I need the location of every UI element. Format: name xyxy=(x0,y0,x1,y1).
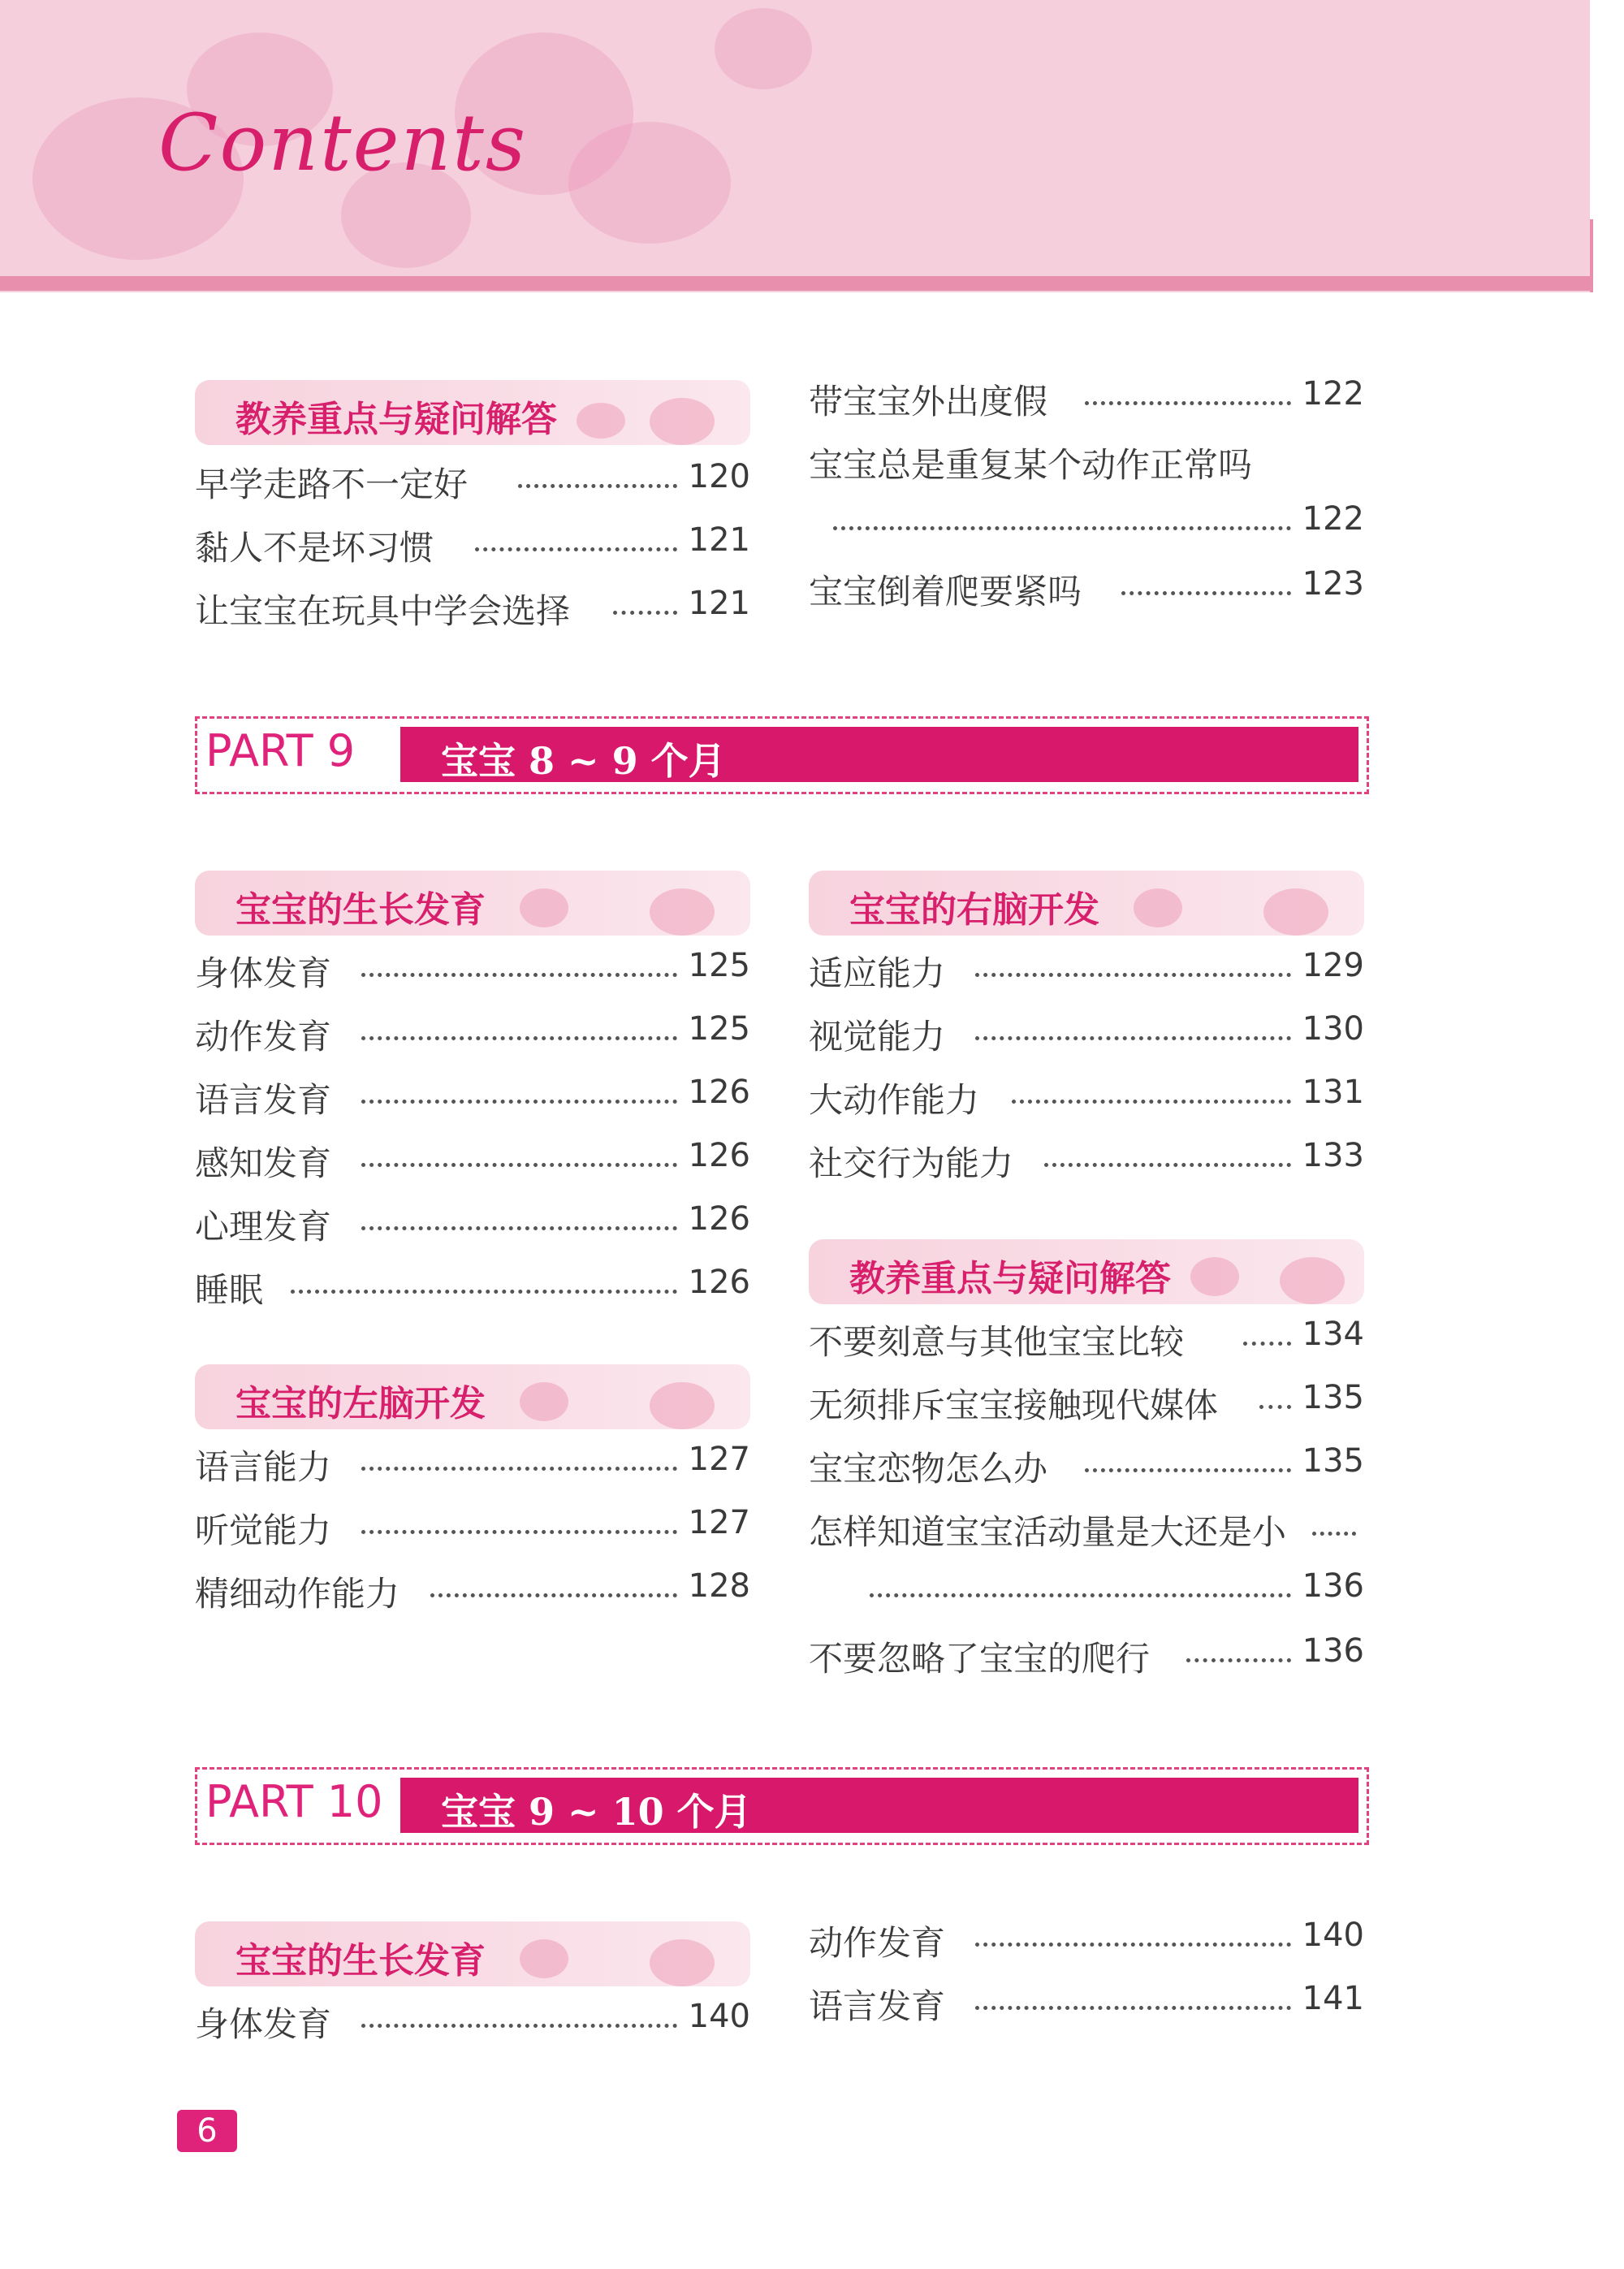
dot-leader xyxy=(1259,1405,1291,1409)
toc-entry-title: 社交行为能力 xyxy=(809,1143,1014,1183)
floral-decoration xyxy=(650,888,715,936)
section-heading-label: 教养重点与疑问解答 xyxy=(235,399,557,440)
toc-entry-page: 128 xyxy=(688,1567,750,1605)
toc-entry-page: 135 xyxy=(1302,1442,1364,1480)
toc-entry[interactable] xyxy=(195,944,750,992)
toc-entry[interactable] xyxy=(809,1913,1364,1962)
toc-entry-title: 语言发育 xyxy=(195,1080,332,1120)
section-heading xyxy=(195,380,750,445)
toc-entry-title: 大动作能力 xyxy=(809,1080,980,1120)
section-heading-label: 宝宝的左脑开发 xyxy=(235,1383,486,1424)
dot-leader xyxy=(361,1530,677,1534)
toc-entry-title: 语言发育 xyxy=(809,1986,946,2026)
section-heading xyxy=(195,1364,750,1429)
toc-entry-title: 无须排斥宝宝接触现代媒体 xyxy=(809,1385,1219,1425)
dot-leader xyxy=(361,973,677,977)
dot-leader xyxy=(291,1290,677,1294)
header-edge xyxy=(1590,219,1593,292)
header-divider xyxy=(0,276,1590,291)
dot-leader xyxy=(361,2024,677,2028)
page-number: 6 xyxy=(197,2112,218,2150)
toc-entry[interactable] xyxy=(809,1629,1364,1678)
dot-leader xyxy=(361,1100,677,1104)
dot-leader xyxy=(1012,1100,1291,1104)
toc-entry-title: 适应能力 xyxy=(809,953,946,993)
part-label: PART 9 xyxy=(205,725,356,776)
section-heading xyxy=(195,871,750,936)
toc-entry[interactable] xyxy=(809,1007,1364,1056)
toc-entry-page: 126 xyxy=(688,1074,750,1111)
section-heading xyxy=(195,1921,750,1986)
toc-entry[interactable] xyxy=(809,944,1364,992)
toc-entry-title: 宝宝倒着爬要紧吗 xyxy=(809,572,1082,612)
dot-leader xyxy=(361,1036,677,1040)
toc-entry-page: 127 xyxy=(688,1441,750,1478)
section-heading-label: 宝宝的生长发育 xyxy=(235,889,486,931)
floral-decoration xyxy=(520,1939,568,1978)
toc-entry-title: 带宝宝外出度假 xyxy=(809,382,1048,421)
toc-entry-title: 睡眠 xyxy=(195,1270,264,1310)
floral-decoration xyxy=(715,8,812,89)
toc-entry[interactable] xyxy=(195,1070,750,1119)
toc-entry-title: 精细动作能力 xyxy=(195,1574,400,1614)
toc-entry-title: 身体发育 xyxy=(195,2004,332,2044)
section-heading-label: 宝宝的生长发育 xyxy=(235,1940,486,1982)
toc-entry-title: 宝宝总是重复某个动作正常吗 xyxy=(809,445,1253,485)
section-heading xyxy=(809,1239,1364,1304)
toc-entry[interactable] xyxy=(195,1501,750,1549)
toc-entry-page: 133 xyxy=(1302,1137,1364,1174)
floral-decoration xyxy=(577,403,625,439)
dot-leader xyxy=(1085,1468,1291,1472)
header-banner xyxy=(0,0,1590,292)
toc-entry-title: 让宝宝在玩具中学会选择 xyxy=(195,591,571,631)
dot-leader xyxy=(1085,401,1291,405)
toc-entry-title: 黏人不是坏习惯 xyxy=(195,528,434,568)
toc-entry-page: 121 xyxy=(688,585,750,622)
floral-decoration xyxy=(650,1939,715,1986)
toc-entry-page: 126 xyxy=(688,1200,750,1238)
toc-entry-title: 早学走路不一定好 xyxy=(195,465,469,504)
part-banner xyxy=(195,1767,1369,1845)
floral-decoration xyxy=(1190,1257,1239,1296)
toc-entry-page: 123 xyxy=(1302,565,1364,603)
toc-entry-page: 120 xyxy=(688,458,750,495)
toc-entry[interactable] xyxy=(195,518,750,567)
toc-entry-page: 135 xyxy=(1302,1379,1364,1416)
toc-entry[interactable] xyxy=(809,1070,1364,1119)
toc-entry-title: 怎样知道宝宝活动量是大还是小 xyxy=(809,1512,1287,1552)
toc-entry[interactable] xyxy=(809,1312,1364,1361)
part-title: 宝宝 8 ~ 9 个月 xyxy=(441,739,726,783)
part-label: PART 10 xyxy=(205,1776,383,1827)
toc-entry[interactable] xyxy=(809,1134,1364,1182)
part-title-bar xyxy=(400,1778,1358,1833)
part-title-bar xyxy=(400,727,1358,782)
toc-entry-page: 122 xyxy=(1302,500,1364,538)
toc-entry[interactable] xyxy=(195,1564,750,1613)
floral-decoration xyxy=(1134,888,1182,927)
toc-entry-page: 134 xyxy=(1302,1316,1364,1353)
toc-entry-page: 122 xyxy=(1302,375,1364,413)
toc-entry-title: 听觉能力 xyxy=(195,1511,332,1550)
floral-decoration xyxy=(1280,1257,1345,1304)
toc-entry[interactable] xyxy=(195,1260,750,1309)
dot-leader xyxy=(1044,1163,1291,1167)
page-number-badge xyxy=(177,2110,237,2152)
toc-entry-title: 宝宝恋物怎么办 xyxy=(809,1449,1048,1489)
toc-entry-page: 125 xyxy=(688,947,750,984)
section-heading-label: 宝宝的右脑开发 xyxy=(849,889,1099,931)
toc-entry-title: 不要忽略了宝宝的爬行 xyxy=(809,1639,1151,1679)
section-heading-label: 教养重点与疑问解答 xyxy=(849,1258,1171,1299)
toc-entry-page: 140 xyxy=(688,1998,750,2035)
toc-entry-page: 131 xyxy=(1302,1074,1364,1111)
toc-entry[interactable] xyxy=(195,1007,750,1056)
toc-entry[interactable] xyxy=(809,1439,1364,1488)
toc-entry-title: 身体发育 xyxy=(195,953,332,993)
dot-leader xyxy=(475,547,677,551)
dot-leader xyxy=(870,1593,1291,1597)
floral-decoration xyxy=(650,1382,715,1429)
toc-entry[interactable] xyxy=(195,1437,750,1486)
toc-entry-page: 125 xyxy=(688,1010,750,1048)
dot-leader xyxy=(975,1943,1291,1947)
toc-entry[interactable] xyxy=(195,1995,750,2043)
toc-entry-page: 121 xyxy=(688,521,750,559)
toc-entry[interactable] xyxy=(195,581,750,630)
dot-leader xyxy=(361,1226,677,1230)
toc-entry-title: 心理发育 xyxy=(195,1207,332,1247)
floral-decoration xyxy=(1263,888,1328,936)
dot-leader xyxy=(361,1467,677,1471)
toc-entry[interactable] xyxy=(809,562,1364,611)
toc-entry[interactable] xyxy=(195,455,750,504)
toc-entry-title: 动作发育 xyxy=(195,1017,332,1057)
dot-leader xyxy=(1312,1532,1356,1536)
toc-entry-page: 127 xyxy=(688,1504,750,1541)
toc-entry[interactable] xyxy=(809,1977,1364,2025)
floral-decoration xyxy=(520,1382,568,1421)
dot-leader xyxy=(518,484,677,488)
floral-decoration xyxy=(568,122,731,244)
toc-entry[interactable] xyxy=(809,1502,1364,1613)
toc-entry-page: 130 xyxy=(1302,1010,1364,1048)
toc-entry-page: 126 xyxy=(688,1264,750,1301)
toc-entry-title: 视觉能力 xyxy=(809,1017,946,1057)
dot-leader xyxy=(1121,591,1291,595)
toc-entry[interactable] xyxy=(195,1134,750,1182)
toc-entry-page: 136 xyxy=(1302,1567,1364,1605)
dot-leader xyxy=(613,611,677,615)
dot-leader xyxy=(1243,1342,1291,1346)
toc-entry-title: 语言能力 xyxy=(195,1447,332,1487)
page-title: Contents xyxy=(158,97,528,188)
part-title: 宝宝 9 ~ 10 个月 xyxy=(441,1790,752,1834)
dot-leader xyxy=(975,2006,1291,2010)
section-heading xyxy=(809,871,1364,936)
toc-entry-page: 141 xyxy=(1302,1980,1364,2017)
dot-leader xyxy=(1186,1658,1291,1662)
toc-entry[interactable] xyxy=(809,435,1364,546)
toc-entry[interactable] xyxy=(195,1197,750,1246)
dot-leader xyxy=(361,1163,677,1167)
toc-entry-title: 动作发育 xyxy=(809,1923,946,1963)
toc-entry-page: 129 xyxy=(1302,947,1364,984)
floral-decoration xyxy=(650,398,715,445)
part-banner xyxy=(195,716,1369,794)
dot-leader xyxy=(833,526,1291,530)
dot-leader xyxy=(430,1593,677,1597)
dot-leader xyxy=(975,973,1291,977)
toc-entry-title: 不要刻意与其他宝宝比较 xyxy=(809,1322,1185,1362)
toc-entry[interactable] xyxy=(809,372,1364,421)
toc-entry[interactable] xyxy=(809,1376,1364,1424)
toc-entry-page: 136 xyxy=(1302,1632,1364,1670)
toc-entry-page: 140 xyxy=(1302,1917,1364,1954)
dot-leader xyxy=(975,1036,1291,1040)
toc-entry-title: 感知发育 xyxy=(195,1143,332,1183)
toc-entry-page: 126 xyxy=(688,1137,750,1174)
floral-decoration xyxy=(520,888,568,927)
